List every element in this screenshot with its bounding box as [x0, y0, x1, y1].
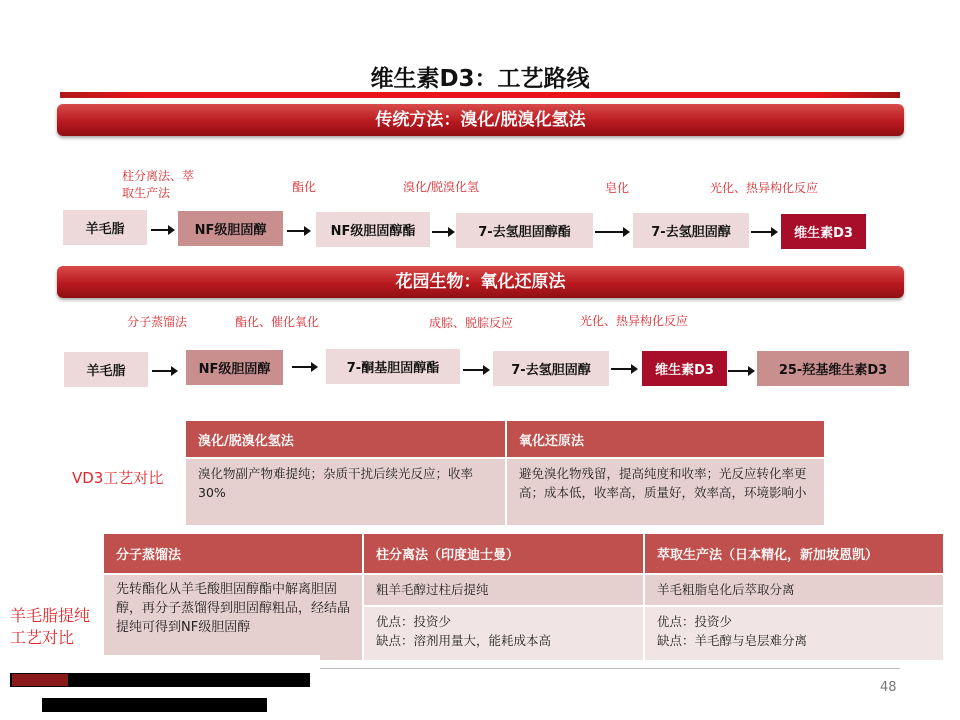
page-number: 48 [880, 680, 897, 695]
process-step: 7-去氢胆固醇 [493, 351, 609, 386]
table-header: 分子蒸馏法 [103, 533, 363, 574]
vd3-compare-table [184, 419, 826, 527]
process-step-final: 维生素D3 [781, 214, 866, 249]
pros: 优点：投资少 [376, 614, 452, 629]
step-note: 酯化、催化氧化 [235, 315, 320, 329]
process-step-final: 25-羟基维生素D3 [757, 351, 909, 386]
vd3-compare-label: VD3工艺对比 [72, 469, 164, 487]
table-cell [644, 606, 944, 661]
process-step: 羊毛脂 [63, 210, 147, 245]
step-note: 皂化 [605, 181, 630, 195]
process-step: NF级胆固醇 [178, 211, 283, 246]
step-note: 成腙、脱腙反应 [429, 316, 514, 330]
lanolin-compare-table [102, 532, 945, 662]
banner-redox-method: 花园生物：氧化还原法 [57, 266, 904, 298]
cons: 缺点：溶剂用量大，能耗成本高 [376, 633, 552, 648]
table-cell: 溴化物副产物难提纯；杂质干扰后续光反应；收率30% [185, 458, 506, 526]
page-title: 维生素D3：工艺路线 [370, 66, 590, 92]
cons: 缺点：羊毛醇与皂层难分离 [657, 633, 808, 648]
table-header: 氧化还原法 [506, 420, 825, 458]
pros: 优点：投资少 [657, 614, 733, 629]
table-cell [363, 606, 644, 661]
title-divider [60, 92, 900, 98]
redaction-bar [42, 698, 267, 712]
lanolin-compare-label [10, 605, 90, 649]
label-line: 羊毛脂提纯 [10, 606, 91, 625]
step-note: 光化、热异构化反应 [710, 181, 819, 195]
footer-divider [320, 668, 900, 669]
redaction-mark [12, 674, 68, 686]
arrow-icon [432, 231, 453, 233]
process-step: 7-去氢胆固醇 [633, 213, 749, 248]
table-header: 萃取生产法（日本精化，新加坡恩凯） [644, 533, 944, 574]
table-header: 柱分离法（印度迪士曼） [363, 533, 644, 574]
arrow-icon [287, 230, 309, 232]
process-step-vd3: 维生素D3 [642, 351, 727, 386]
label-line: 工艺对比 [10, 628, 75, 647]
table-cell: 避免溴化物残留，提高纯度和收率；光反应转化率更高；成本低，收率高，质量好，效率高，环境影响小 [506, 458, 825, 526]
arrow-icon [152, 370, 176, 372]
process-step: 羊毛脂 [64, 352, 148, 387]
step-note: 光化、热异构化反应 [580, 314, 689, 328]
arrow-icon [595, 231, 628, 233]
arrow-icon [292, 366, 316, 368]
process-step: 7-去氢胆固醇酯 [456, 213, 593, 248]
process-step: NF级胆固醇 [186, 350, 283, 385]
note-line: 取生产法 [122, 186, 171, 200]
step-note: 溴化/脱溴化氢 [403, 180, 480, 194]
table-cell: 先转酯化从羊毛酸胆固醇酯中解离胆固醇，再分子蒸馏得到胆固醇粗品，经结晶提纯可得到NF级胆固醇 [103, 574, 363, 661]
note-line: 柱分离法、萃 [122, 169, 195, 183]
arrow-icon [751, 231, 776, 233]
arrow-icon [728, 370, 753, 372]
process-step: 7-酮基胆固醇酯 [326, 349, 460, 384]
table-header: 溴化/脱溴化氢法 [185, 420, 506, 458]
step-note: 分子蒸馏法 [127, 315, 188, 329]
table-cell: 粗羊毛醇过柱后提纯 [363, 574, 644, 606]
banner-traditional-method: 传统方法：溴化/脱溴化氢法 [57, 104, 904, 136]
step-note [122, 168, 194, 202]
arrow-icon [611, 368, 636, 370]
step-note: 酯化 [292, 180, 317, 194]
process-step: NF级胆固醇酯 [316, 212, 430, 247]
arrow-icon [151, 229, 173, 231]
table-cell: 羊毛粗脂皂化后萃取分离 [644, 574, 944, 606]
arrow-icon [463, 369, 488, 371]
